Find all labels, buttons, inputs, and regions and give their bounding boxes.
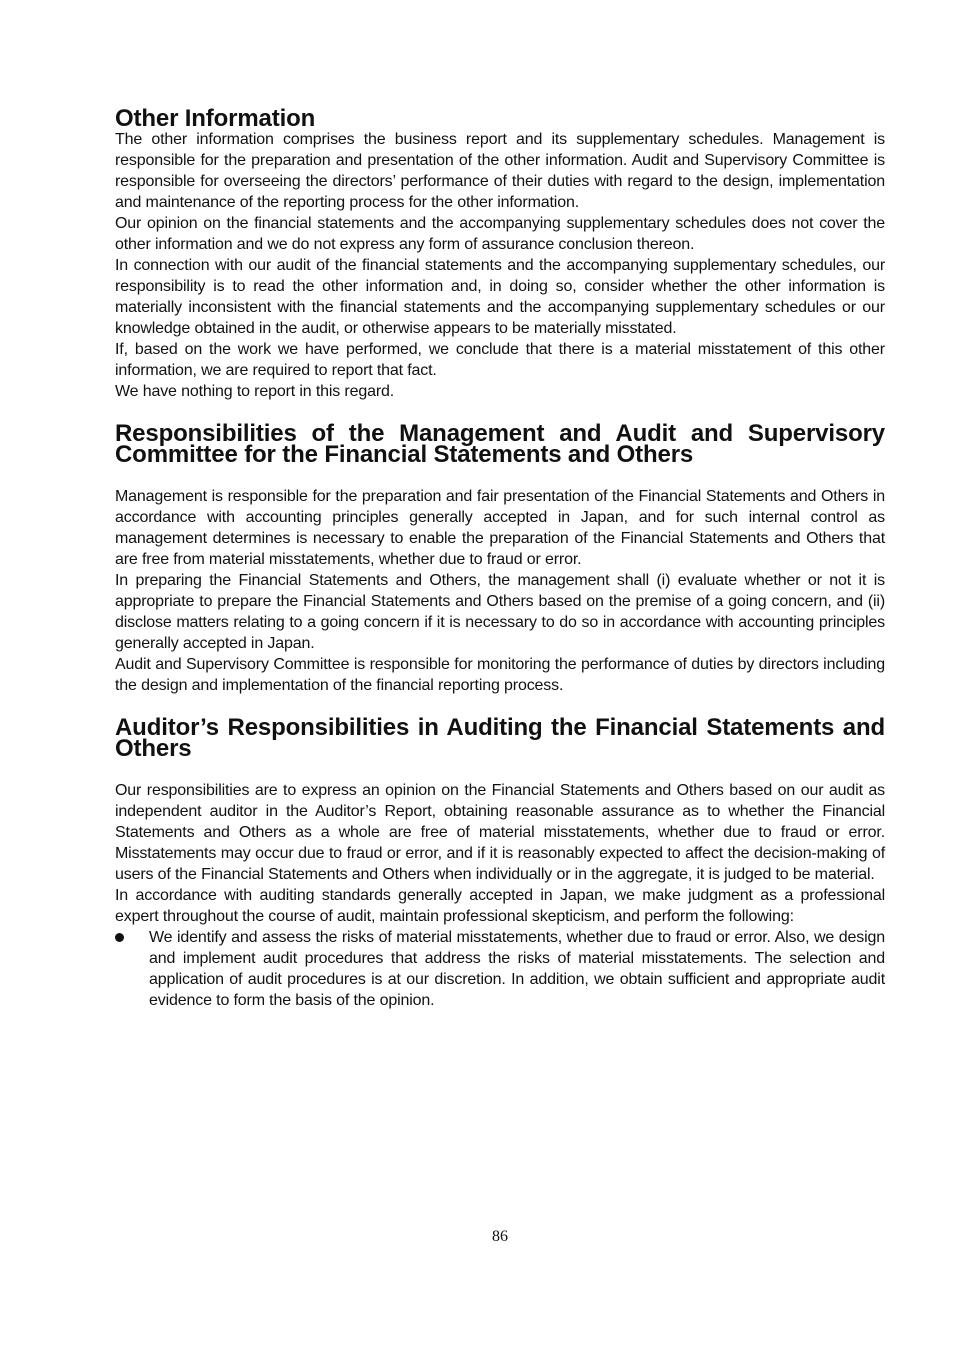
paragraph: Management is responsible for the preparation and fair presentation of the Financial Statements and Others in accordance with accounting principles generally accepted in Japan, and for such internal control as management determines is necessary to enable the preparation of the Financial Statements and Others that are free from material misstatements, whether due to fraud or error.: [115, 488, 885, 568]
bullet-list: [115, 927, 885, 1011]
paragraph: We have nothing to report in this regard.: [115, 383, 395, 400]
paragraph: The other information comprises the business report and its supplementary schedules. Management is responsible for the preparation and presentation of the other information. Audit and Supervisory Committee is responsible for overseeing the directors’ performance of their duties with regard to the design, implementation and maintenance of the reporting process for the other information.: [115, 131, 885, 211]
document-page: [115, 105, 898, 1011]
section-heading: Responsibilities of the Management and Audit and Supervisory Committee for the Financial Statements and Others: [115, 420, 885, 468]
paragraph: In preparing the Financial Statements and Others, the management shall (i) evaluate whether or not it is appropriate to prepare the Financial Statements and Others based on the premise of a going concern, and (ii) disclose matters relating to a going concern if it is necessary to do so in accordance with accounting principles generally accepted in Japan.: [115, 572, 885, 652]
bullet-dot-icon: [115, 933, 124, 942]
section-management-responsibilities: [115, 420, 885, 696]
section-other-information: [115, 105, 885, 402]
section-heading: Other Information: [115, 105, 316, 132]
paragraph: In connection with our audit of the financial statements and the accompanying supplementary schedules, our responsibility is to read the other information and, in doing so, consider whether the other information is materially inconsistent with the financial statements and the accompanying supplementary schedules or our knowledge obtained in the audit, or otherwise appears to be materially misstated.: [115, 257, 885, 337]
paragraph: In accordance with auditing standards generally accepted in Japan, we make judgment as a professional expert throughout the course of audit, maintain professional skepticism, and perform the following:: [115, 887, 885, 925]
page-number: 86: [492, 1228, 508, 1245]
bullet-item: [115, 927, 885, 1011]
section-heading: Auditor’s Responsibilities in Auditing the Financial Statements and Others: [115, 714, 885, 762]
paragraph: Our responsibilities are to express an opinion on the Financial Statements and Others based on our audit as independent auditor in the Auditor’s Report, obtaining reasonable assurance as to whether the Financial Statements and Others as a whole are free of material misstatements, whether due to fraud or error. Misstatements may occur due to fraud or error, and if it is reasonably expected to affect the decision-making of users of the Financial Statements and Others when individually or in the aggregate, it is judged to be material.: [115, 782, 898, 883]
section-auditor-responsibilities: [115, 714, 898, 1011]
spacer: [115, 465, 885, 486]
bullet-text: We identify and assess the risks of material misstatements, whether due to fraud or error. Also, we design and implement audit procedures that address the risks of material misstatements. The selection and application of audit procedures is at our discretion. In addition, we obtain sufficient and appropriate audit evidence to form the basis of the opinion.: [149, 929, 885, 1009]
paragraph: Audit and Supervisory Committee is responsible for monitoring the performance of duties by directors including the design and implementation of the financial reporting process.: [115, 656, 885, 694]
spacer: [115, 759, 885, 780]
paragraph: If, based on the work we have performed, we conclude that there is a material misstatement of this other information, we are required to report that fact.: [115, 341, 885, 379]
paragraph: Our opinion on the financial statements and the accompanying supplementary schedules does not cover the other information and we do not express any form of assurance conclusion thereon.: [115, 215, 885, 253]
